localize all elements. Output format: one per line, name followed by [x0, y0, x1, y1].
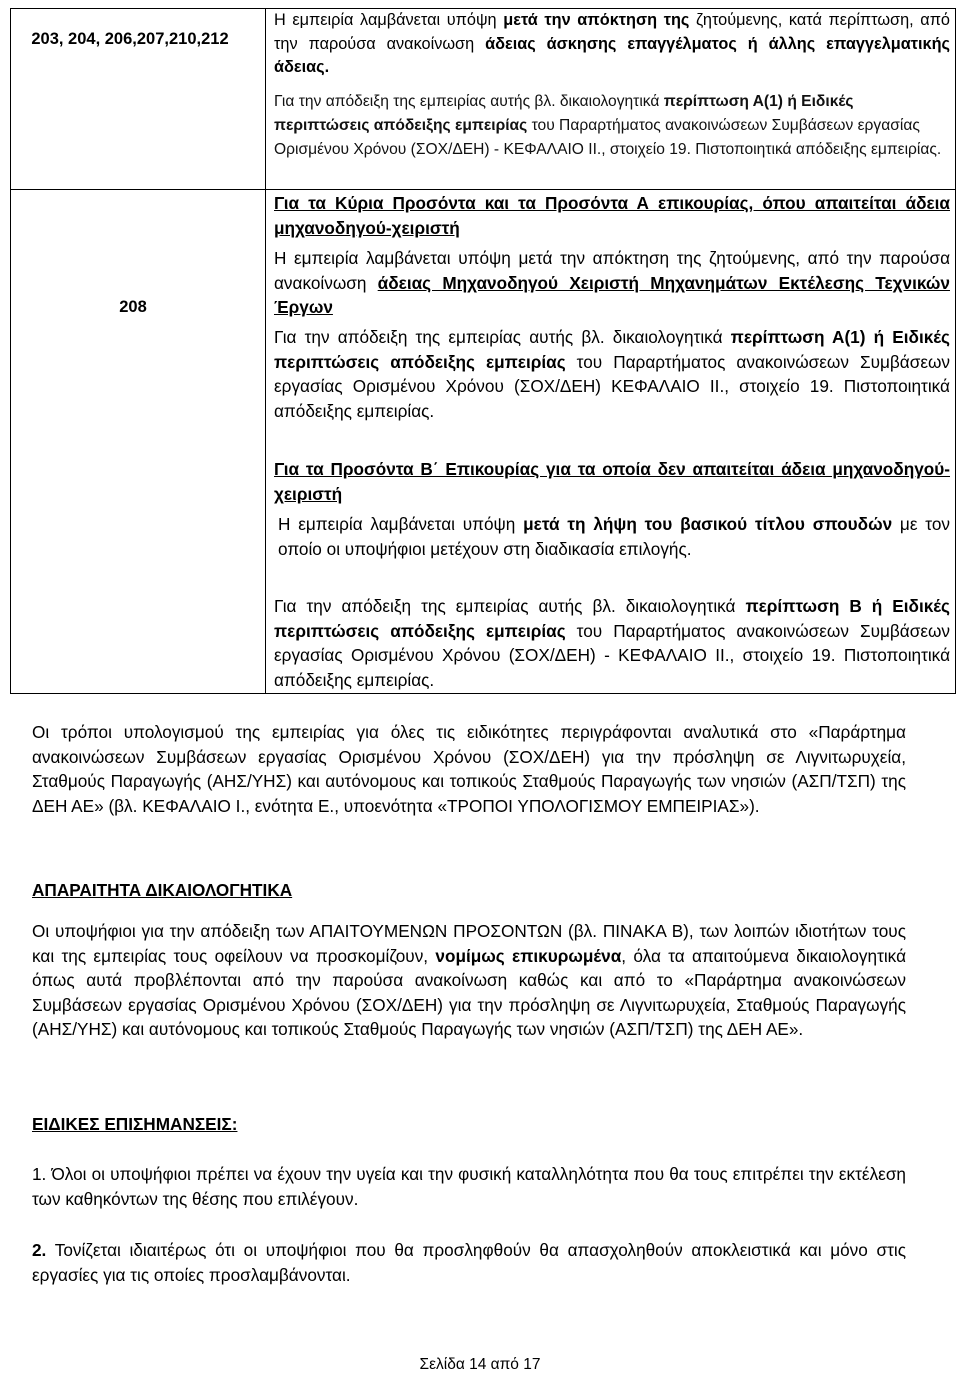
row2-code: 208 [119, 298, 147, 316]
table-border-right [955, 8, 956, 694]
row2-p1b: άδειας Μηχανοδηγού Χειριστή Μηχανημάτων Εκτέλεσης Τεχνικών Έργων [274, 272, 950, 318]
table-border-bottom [10, 693, 956, 694]
special-note-1 [32, 1162, 906, 1211]
row2-paragraph2 [274, 325, 950, 423]
row2-p2a: Για την απόδειξη της εμπειρίας αυτής βλ. δικαιολογητικά [274, 327, 731, 347]
row1-text-b3: του Παραρτήματος ανακοινώσεων Συμβάσεων εργασίας Ορισμένου Χρόνου (ΣΟΧ/ΔΕΗ) - ΚΕΦΑΛΑΙΟ ΙΙ., στοιχείο 19. Πιστοποιητικά απόδειξης εμπειρίας. [274, 117, 942, 158]
row2-paragraph4 [274, 594, 950, 692]
special-notes-heading: ΕΙΔΙΚΕΣ ΕΠΙΣΗΜΑΝΣΕΙΣ: [32, 1114, 238, 1134]
row1-text-b1: Για την απόδειξη της εμπειρίας αυτής βλ. δικαιολογητικά [274, 93, 664, 110]
row2-p3a: Η εμπειρία λαμβάνεται υπόψη [278, 514, 524, 534]
row1-text-b2: περίπτωση Α(1) ή Ειδικές περιπτώσεις απόδειξης εμπειρίας [274, 93, 854, 134]
page-number: Σελίδα 14 από 17 [419, 1356, 541, 1373]
table-border-mid [10, 189, 956, 190]
required-documents-text-b: νομίμως επικυρωμένα [435, 945, 622, 966]
special-note-2 [32, 1238, 906, 1287]
row1-text-a1: Η εμπειρία λαμβάνεται υπόψη [274, 11, 504, 29]
row2-p2b: περίπτωση Α(1) ή Ειδικές περιπτώσεις απόδειξης εμπειρίας [274, 327, 950, 372]
required-documents-text-a: Οι υποψήφιοι για την απόδειξη των ΑΠΑΙΤΟΥΜΕΝΩΝ ΠΡΟΣΟΝΤΩΝ (βλ. ΠΙΝΑΚΑ Β), των λοιπών ιδιοτήτων τους και της εμπειρίας τους οφείλουν να προσκομίζουν, [32, 921, 906, 966]
row2-p4a: Για την απόδειξη της εμπειρίας αυτής βλ. δικαιολογητικά [274, 596, 746, 616]
row2-p4b: περίπτωση Β ή Ειδικές περιπτώσεις απόδειξης εμπειρίας [274, 596, 950, 641]
row2-p3b: μετά τη λήψη του βασικού τίτλου σπουδών [523, 514, 893, 534]
required-documents-heading: ΑΠΑΡΑΙΤΗΤΑ ΔΙΚΑΙΟΛΟΓΗΤΙΚΑ [32, 880, 293, 900]
row2-paragraph1 [274, 246, 950, 320]
row1-paragraph2 [274, 90, 950, 162]
special-note-1-number: 1. [32, 1164, 47, 1184]
table-border-divider [265, 8, 266, 694]
row2-p3c: με τον οποίο οι υποψήφιοι μετέχουν στη διαδικασία επιλογής. [278, 514, 950, 559]
required-documents-paragraph [32, 919, 906, 1042]
required-documents-text-c: , όλα τα απαιτούμενα δικαιολογητικά όπως αυτά προβλέπονται από την παρούσα ανακοίνωση καθώς και από το «Παράρτημα ανακοινώσεων Συμβάσεων εργασίας Ορισμένου Χρόνου (ΣΟΧ/ΔΕΗ) για την πρόσληψη σε Λιγνιτωρυχεία, Σταθμούς Παραγωγής (ΑΗΣ/ΥΗΣ) και αυτόνομους και τοπικούς Σταθμούς Παραγωγής των νησιών (ΑΣΠ/ΤΣΠ) της ΔΕΗ ΑΕ». [32, 945, 907, 1040]
row2-p4c: του Παραρτήματος ανακοινώσεων Συμβάσεων εργασίας Ορισμένου Χρόνου (ΣΟΧ/ΔΕΗ) - ΚΕΦΑΛΑΙΟ ΙΙ., στοιχείο 19. Πιστοποιητικά απόδειξης εμπειρίας. [274, 620, 950, 690]
row2-heading2: Για τα Προσόντα Β΄ Επικουρίας για τα οποία δεν απαιτείται άδεια μηχανοδηγού-χειριστή [274, 459, 950, 504]
row1-text-a2: μετά την απόκτηση της [503, 11, 690, 29]
row1-codes: 203, 204, 206,207,210,212 [31, 30, 229, 48]
row1-paragraph1 [274, 9, 950, 80]
table-border-left [10, 8, 11, 694]
row2-paragraph3 [278, 512, 950, 561]
row1-text-a4: άδειας άσκησης επαγγέλματος ή άλλης επαγγελματικής άδειας. [274, 34, 950, 76]
experience-calculation-paragraph: Οι τρόποι υπολογισμού της εμπειρίας για όλες τις ειδικότητες περιγράφονται αναλυτικά στο «Παράρτημα ανακοινώσεων Συμβάσεων εργασίας Ορισμένου Χρόνου (ΣΟΧ/ΔΕΗ) για την πρόσληψη σε Λιγνιτωρυχεία, Σταθμούς Παραγωγής (ΑΗΣ/ΥΗΣ) και αυτόνομους και τοπικούς Σταθμούς Παραγωγής των νησιών (ΑΣΠ/ΤΣΠ) της ΔΕΗ ΑΕ» (βλ. ΚΕΦΑΛΑΙΟ Ι., ενότητα Ε., υποενότητα «ΤΡΟΠΟΙ ΥΠΟΛΟΓΙΣΜΟΥ ΕΜΠΕΙΡΙΑΣ»). [32, 722, 906, 816]
row1-text-a3: ζητούμενης, κατά περίπτωση, από την παρούσα ανακοίνωση [274, 11, 950, 53]
row2-heading1: Για τα Κύρια Προσόντα και τα Προσόντα Α επικουρίας, όπου απαιτείται άδεια μηχανοδηγού-χειριστή [274, 193, 950, 238]
special-note-2-text: Τονίζεται ιδιαιτέρως ότι οι υποψήφιοι που θα προσληφθούν θα απασχοληθούν αποκλειστικά και μόνο στις εργασίες για τις οποίες προσλαμβάνονται. [32, 1240, 906, 1285]
row2-p2c: του Παραρτήματος ανακοινώσεων Συμβάσεων εργασίας Ορισμένου Χρόνου (ΣΟΧ/ΔΕΗ) ΚΕΦΑΛΑΙΟ ΙΙ., στοιχείο 19. Πιστοποιητικά απόδειξης εμπειρίας. [274, 351, 950, 421]
special-note-2-number: 2. [32, 1240, 47, 1260]
special-note-1-text: Όλοι οι υποψήφιοι πρέπει να έχουν την υγεία και την φυσική καταλληλότητα που θα τους επιτρέπει την εκτέλεση των καθηκόντων της θέσης που επιλέγουν. [32, 1164, 906, 1209]
row2-p1a: Η εμπειρία λαμβάνεται υπόψη μετά την απόκτηση της ζητούμενης, από την παρούσα ανακοίνωση [274, 248, 950, 293]
